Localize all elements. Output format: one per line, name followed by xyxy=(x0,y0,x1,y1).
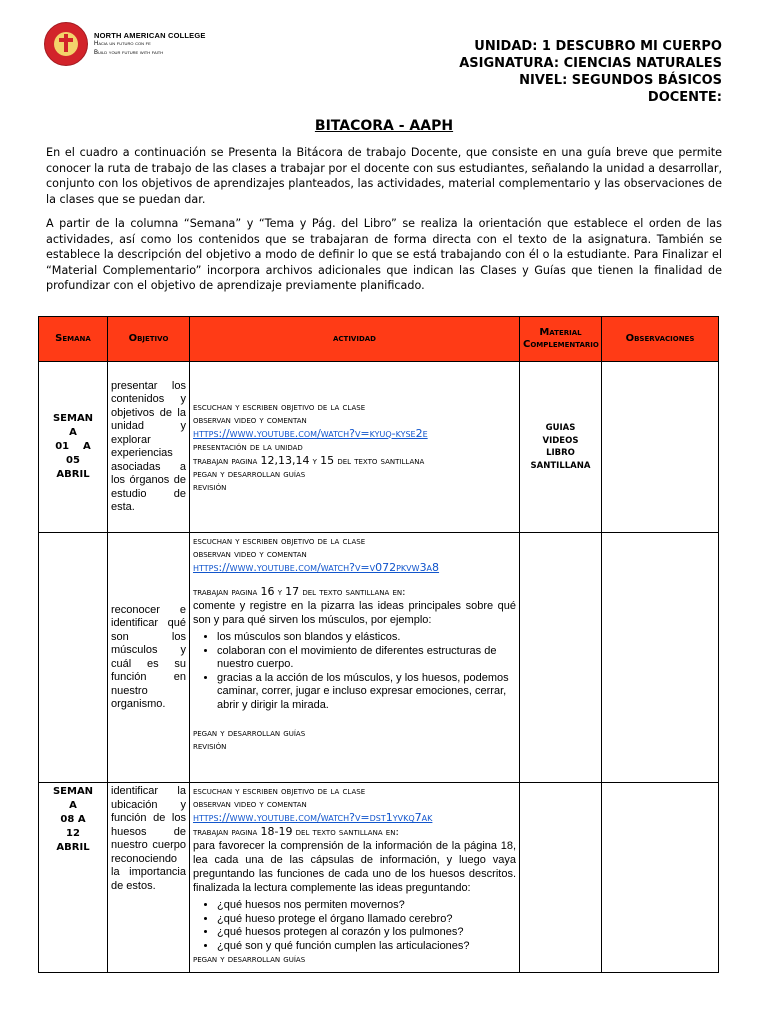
week-text: ABRIL xyxy=(56,469,90,480)
bullet-list xyxy=(193,899,516,953)
list-item: • gracias a la acción de los músculos, y los huesos, podemos caminar, correr, jugar e incluso expresar emociones, cerrar, abrir y dirigir la mirada. xyxy=(217,672,516,713)
intro-paragraph-1: En el cuadro a continuación se Presenta la Bitácora de trabajo Docente, que consiste en una guía breve que permite conocer la ruta de trabajo de las clases a trabajar por el docente con sus estudiantes, señalando la unidad a desarrollar, conjunto con los objetivos de aprendizajes planteados, las actividades, material complementario y las observaciones de la clases que se puedan dar. xyxy=(46,146,723,206)
week-text: 05 xyxy=(66,455,80,466)
intro-paragraph-2: A partir de la columna “Semana” y “Tema y Pág. del Libro” se realiza la orientación que establece el orden de las actividades, así como los contenidos que se trabajaran de forma directa con el texto de la asignatura. También se establece la descripción del objetivo a modo de definir lo que se está trabajando con él o la estudiante. Para Finalizar el “Material Complementario” incorpora archivos adicionales que indican las Clases y Guías que tienen la finalidad de profundizar con el objetivo de aprendizaje previamente planificado. xyxy=(46,217,722,293)
activity-line: escuchan y escriben objetivo de la clase xyxy=(193,536,366,547)
activity-line: trabajan pagina 12,13,14 y 15 del texto santillana xyxy=(193,453,425,467)
teacher-line: DOCENTE: xyxy=(647,90,722,105)
school-seal-icon xyxy=(44,22,88,66)
material-cell xyxy=(520,783,602,973)
week-cell xyxy=(39,362,108,533)
school-name: NORTH AMERICAN COLLEGE xyxy=(94,31,206,40)
header-observaciones: Observaciones xyxy=(602,317,719,362)
video-link[interactable]: https://www.youtube.com/watch?v=dst1yvkq7ak xyxy=(193,811,433,824)
school-motto-es: Hacia un futuro con fe xyxy=(94,41,151,47)
activity-cell xyxy=(190,362,520,533)
week-text: A xyxy=(69,427,77,438)
table-row xyxy=(39,362,719,533)
activity-line: observan video y comentan xyxy=(193,549,307,560)
page-title: BITACORA - AAPH xyxy=(314,118,454,134)
activity-line: trabajan pagina 16 y 17 del texto santillana en: xyxy=(193,585,406,598)
unit-line: UNIDAD: 1 DESCUBRO MI CUERPO xyxy=(474,39,722,54)
bullet-list xyxy=(193,631,516,713)
activity-line: observan video y comentan xyxy=(193,799,307,810)
week-text: A xyxy=(69,800,77,811)
observations-cell xyxy=(602,783,719,973)
list-item: • ¿qué huesos nos permiten movernos? xyxy=(217,899,516,913)
week-text: 08 A xyxy=(60,814,86,825)
activity-line: revisión xyxy=(193,481,227,493)
table-row xyxy=(39,783,719,973)
list-item: • ¿qué huesos protegen al corazón y los pulmones? xyxy=(217,926,516,940)
week-text: SEMAN xyxy=(52,413,94,424)
observations-cell xyxy=(602,533,719,783)
week-text: SEMAN xyxy=(52,786,94,797)
week-text: ABRIL xyxy=(56,842,90,853)
activity-line: pegan y desarrollan guías xyxy=(193,468,306,480)
material-item: VIDEOS xyxy=(542,435,579,446)
video-link[interactable]: https://www.youtube.com/watch?v=v072pkvw3a8 xyxy=(193,561,440,574)
material-cell xyxy=(520,362,602,533)
observations-cell xyxy=(602,362,719,533)
activity-instructions: comente y registre en la pizarra las ideas principales sobre qué son y para qué sirven los músculos, por ejemplo: xyxy=(193,600,516,626)
activity-line: pegan y desarrollan guías xyxy=(193,954,306,966)
header-material: Material Complementario xyxy=(520,317,602,362)
activity-line: presentación de la unidad xyxy=(193,441,303,453)
material-item: LIBRO xyxy=(546,448,575,458)
material-item: GUIAS xyxy=(545,423,576,433)
activity-line: pegan y desarrollan guías xyxy=(193,727,306,739)
document-header xyxy=(459,38,722,106)
week-cell xyxy=(39,533,108,783)
activity-line: trabajan pagina 18-19 del texto santillana en: xyxy=(193,825,399,838)
table-header-row xyxy=(39,317,719,362)
activity-line: revisión xyxy=(193,740,227,752)
week-text: 01 A xyxy=(55,441,91,452)
activity-cell xyxy=(190,533,520,783)
list-item: • colaboran con el movimiento de diferentes estructuras de nuestro cuerpo. xyxy=(217,645,516,672)
school-motto-en: Build your future with faith xyxy=(94,50,164,56)
objective-cell: identificar la ubicación y función de los huesos de nuestro cuerpo reconociendo la importancia de estos. xyxy=(108,783,190,973)
week-cell xyxy=(39,783,108,973)
activity-instructions: para favorecer la comprensión de la información de la página 18, lea cada una de las cápsulas de información, y luego vaya preguntando las funciones de cada uno de los huesos descritos. finalizada la lectura complemente las ideas preguntando: xyxy=(193,840,516,894)
logbook-table xyxy=(38,316,719,973)
video-link[interactable]: https://www.youtube.com/watch?v=kyuq-kyse2e xyxy=(193,426,428,440)
activity-line: escuchan y escriben objetivo de la clase xyxy=(193,786,366,797)
header-objetivo: Objetivo xyxy=(108,317,190,362)
objective-cell: presentar los contenidos y objetivos de la unidad y explorar experiencias asociadas a los órganos de estudio de esta. xyxy=(108,362,190,533)
activity-line: escuchan y escriben objetivo de la clase xyxy=(193,401,366,413)
activity-line: observan video y comentan xyxy=(193,414,307,426)
list-item: • ¿qué son y qué función cumplen las articulaciones? xyxy=(217,940,516,954)
week-text: 12 xyxy=(66,828,80,839)
level-line: NIVEL: SEGUNDOS BÁSICOS xyxy=(519,73,722,88)
list-item: • los músculos son blandos y elásticos. xyxy=(217,631,516,645)
table-row xyxy=(39,533,719,783)
material-cell xyxy=(520,533,602,783)
school-logo xyxy=(44,22,264,66)
header-semana: Semana xyxy=(39,317,108,362)
header-actividad: actividad xyxy=(190,317,520,362)
material-item: SANTILLANA xyxy=(530,460,591,471)
activity-cell xyxy=(190,783,520,973)
subject-line: ASIGNATURA: CIENCIAS NATURALES xyxy=(459,56,722,71)
objective-cell: reconocer e identificar qué son los músculos y cuál es su función en nuestro organismo. xyxy=(108,533,190,783)
list-item: • ¿qué hueso protege el órgano llamado cerebro? xyxy=(217,913,516,927)
